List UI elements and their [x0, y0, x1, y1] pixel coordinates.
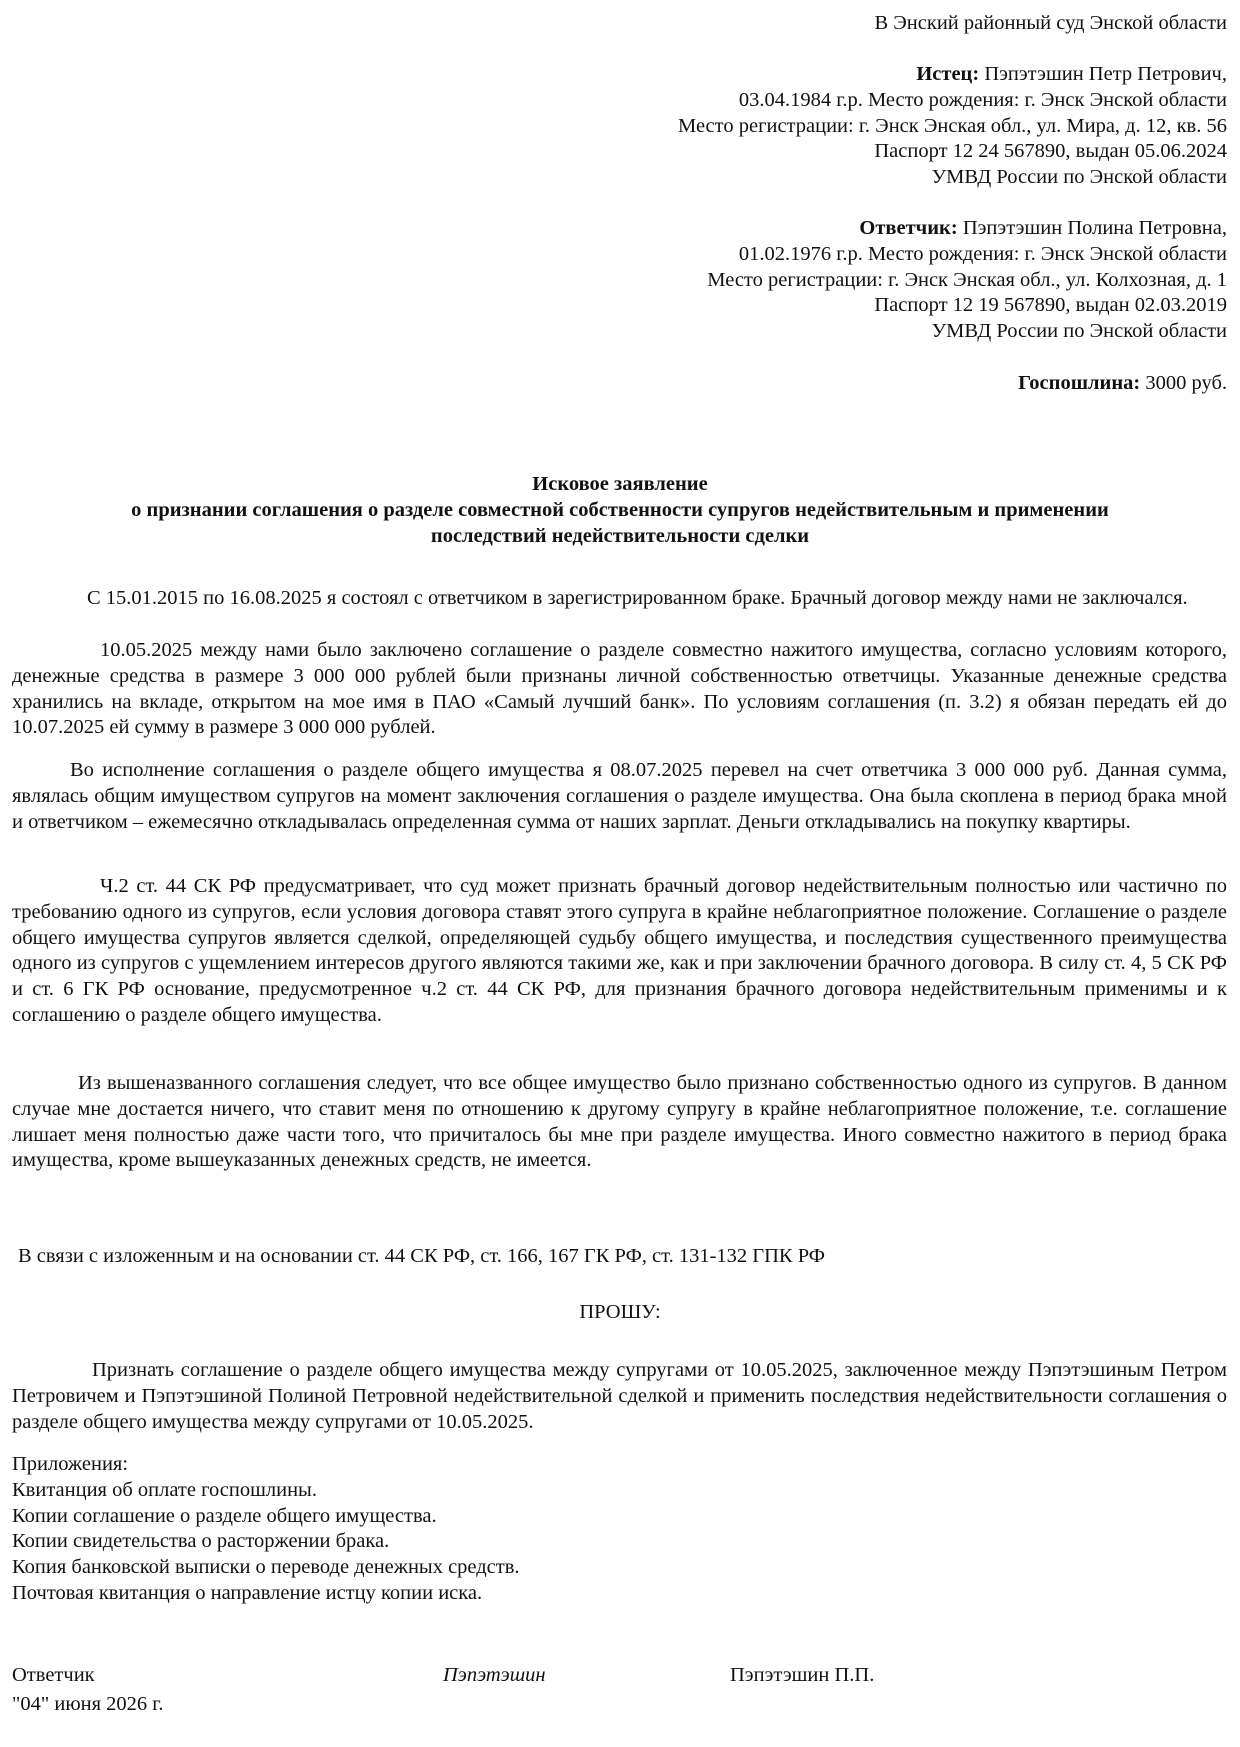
defendant-block: [707, 216, 1227, 345]
signature-role: Ответчик: [12, 1664, 95, 1686]
paragraph-agreement: 10.05.2025 между нами было заключено соглашение о разделе совместно нажитого имущества, согласно условиям которого, денежные средства в размере 3 000 000 рублей были признаны личной собственностью ответчицы. Указанные денежные средства хранились на вкладе, открытом на мое имя в ПАО «Самый лучший банк». По условиям соглашения (п. 3.2) я обязан передать ей до 10.07.2025 ей сумму в размере 3 000 000 рублей.: [12, 639, 1227, 739]
defendant-heading: [707, 216, 1227, 242]
fee-line: [1018, 371, 1227, 397]
paragraph-marriage: С 15.01.2015 по 16.08.2025 я состоял с ответчиком в зарегистрированном браке. Брачный договор между нами не заключался.: [87, 587, 1188, 609]
defendant-birth: 01.02.1976 г.р. Место рождения: г. Энск Энской области: [738, 242, 1227, 265]
handwritten-signature: Пэпэтэшин: [443, 1664, 546, 1686]
attachment-item: Копия банковской выписки о переводе денежных средств.: [12, 1556, 520, 1579]
defendant-passport: Паспорт 12 19 567890, выдан 02.03.2019: [874, 294, 1227, 317]
plaintiff-heading: [678, 62, 1227, 88]
attachments-list: [12, 1452, 520, 1607]
fee-block: [1018, 371, 1227, 397]
plaintiff-label: Истец:: [916, 63, 980, 85]
signature-name: Пэпэтэшин П.П.: [730, 1664, 875, 1686]
paragraph-legal-basis: Ч.2 ст. 44 СК РФ предусматривает, что суд может признать брачный договор недействительным полностью или частично по требованию одного из супругов, если условия договора ставят этого супруга в крайне неблагоприятное положение. Соглашение о разделе общего имущества супругов является сделкой, определяющей судьбу общего имущества, и последствия существенного преимущества одного из супругов с ущемлением интересов другого являются такими же, как и при заключении брачного договора. В силу ст. 4, 5 СК РФ и ст. 6 ГК РФ основание, предусмотренное ч.2 ст. 44 СК РФ, для признания брачного договора недействительным применимы и к соглашению о разделе общего имущества.: [12, 875, 1227, 1026]
request-heading: ПРОШУ:: [579, 1301, 661, 1323]
plaintiff-birth: 03.04.1984 г.р. Место рождения: г. Энск Энской области: [738, 88, 1227, 111]
title-line-1: Исковое заявление: [532, 473, 708, 495]
plaintiff-name: Пэпэтэшин Петр Петрович,: [979, 63, 1227, 85]
plaintiff-passport: Паспорт 12 24 567890, выдан 05.06.2024: [874, 140, 1227, 163]
court-addressee: [874, 11, 1227, 37]
document-title: [12, 472, 1228, 549]
defendant-name: Пэпэтэшин Полина Петровна,: [957, 217, 1227, 239]
title-line-3: последствий недействительности сделки: [430, 524, 810, 547]
attachments-heading: Приложения:: [12, 1453, 129, 1475]
basis-line: В связи с изложенным и на основании ст. 44 СК РФ, ст. 166, 167 ГК РФ, ст. 131-132 ГПК РФ: [18, 1245, 825, 1267]
paragraph-unfavorable: Из вышеназванного соглашения следует, что все общее имущество было признано собственностью одного из супругов. В данном случае мне достается ничего, что ставит меня по отношению к другому супругу в крайне неблагоприятное положение, т.е. соглашение лишает меня полностью даже части того, что причиталось бы мне при разделе имущества. Иного совместно нажитого в период брака имущества, кроме вышеуказанных денежных средств, не имеется.: [12, 1072, 1227, 1172]
court-name: В Энский районный суд Энской области: [874, 12, 1227, 34]
attachment-item: Квитанция об оплате госпошлины.: [12, 1478, 317, 1501]
defendant-label: Ответчик:: [859, 217, 958, 239]
request-text: Признать соглашение о разделе общего имущества между супругами от 10.05.2025, заключенное между Пэпэтэшиным Петром Петровичем и Пэпэтэшиной Полиной Петровной недействительной сделкой и применить последствия недействительности соглашения о разделе общего имущества между супругами от 10.05.2025.: [12, 1359, 1227, 1433]
signature-date: "04" июня 2026 г.: [12, 1693, 164, 1715]
fee-label: Госпошлина:: [1018, 372, 1141, 394]
attachment-item: Почтовая квитанция о направление истцу копии иска.: [12, 1581, 483, 1604]
attachment-item: Копии соглашение о разделе общего имущества.: [12, 1504, 437, 1527]
defendant-passport-issuer: УМВД России по Энской области: [931, 320, 1227, 343]
defendant-registration: Место регистрации: г. Энск Энская обл., ул. Колхозная, д. 1: [707, 268, 1227, 291]
fee-value: 3000 руб.: [1140, 372, 1227, 394]
plaintiff-passport-issuer: УМВД России по Энской области: [931, 166, 1227, 189]
paragraph-transfer: Во исполнение соглашения о разделе общего имущества я 08.07.2025 перевел на счет ответчика 3 000 000 руб. Данная сумма, являлась общим имуществом супругов на момент заключения соглашения о разделе имущества. Она была скоплена в период брака мной и ответчиком – ежемесячно откладывалась определенная сумма от наших зарплат. Деньги откладывались на покупку квартиры.: [12, 759, 1227, 833]
attachment-item: Копии свидетельства о расторжении брака.: [12, 1530, 390, 1553]
title-line-2: о признании соглашения о разделе совместной собственности супругов недействительным и применении: [131, 498, 1109, 521]
plaintiff-registration: Место регистрации: г. Энск Энская обл., ул. Мира, д. 12, кв. 56: [677, 114, 1227, 137]
plaintiff-block: [678, 62, 1227, 191]
